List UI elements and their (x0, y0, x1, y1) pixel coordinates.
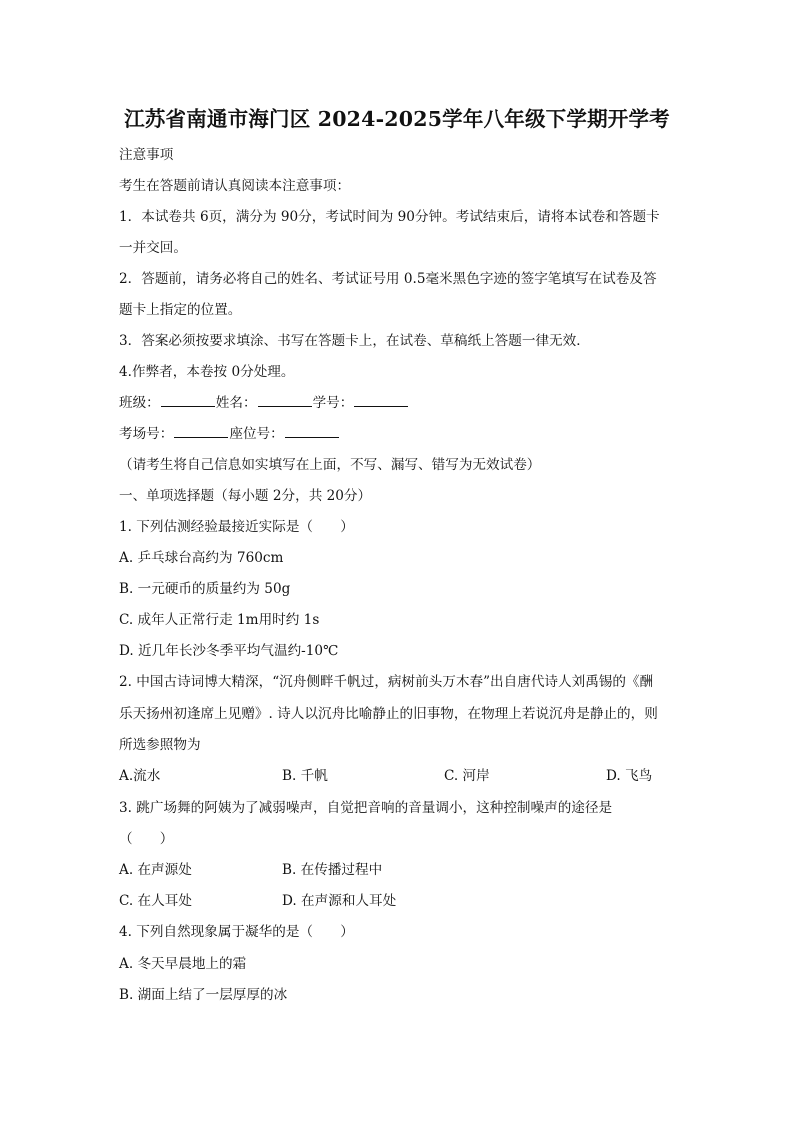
q2-stem-line2: 乐天扬州初逢席上见赠》. 诗人以沉舟比喻静止的旧事物，在物理上若说沉舟是静止的，则 (119, 706, 658, 722)
info-row-1 (119, 393, 409, 413)
q1-option-b: B. 一元硬币的质量约为 50g (119, 581, 291, 597)
room-label: 考场号： (119, 426, 174, 442)
notice-intro: 考生在答题前请认真阅读本注意事项： (119, 178, 351, 194)
name-label: 姓名： (215, 395, 257, 411)
q3-stem-line2: （ ） (119, 831, 174, 847)
room-blank[interactable] (174, 425, 228, 438)
notice-heading: 注意事项 (119, 147, 174, 163)
student-no-label: 学号： (312, 395, 354, 411)
info-reminder: （请考生将自己信息如实填写在上面，不写、漏写、错写为无效试卷） (119, 457, 541, 473)
seat-blank[interactable] (285, 425, 339, 438)
q2-option-d: D. 飞鸟 (606, 768, 653, 784)
q2-stem-line1: 2. 中国古诗词博大精深，“沉舟侧畔千帆过，病树前头万木春”出自唐代诗人刘禹锡的《酬 (119, 674, 654, 690)
exam-title: 江苏省南通市海门区 2024-2025学年八年级下学期开学考 (124, 107, 670, 131)
seat-label: 座位号： (229, 426, 284, 442)
notice-item-3: 3．答案必须按要求填涂、书写在答题卡上，在试卷、草稿纸上答题一律无效． (119, 333, 590, 349)
q2-option-a: A.流水 (119, 768, 161, 784)
q2-option-c: C. 河岸 (444, 768, 490, 784)
q1-stem: 1. 下列估测经验最接近实际是（ ） (119, 519, 354, 535)
student-no-blank[interactable] (354, 394, 408, 407)
q3-option-d: D. 在声源和人耳处 (282, 893, 397, 909)
q1-option-a: A. 乒乓球台高约为 760cm (119, 550, 284, 566)
class-label: 班级： (119, 395, 160, 411)
notice-item-1: 1．本试卷共 6页，满分为 90分，考试时间为 90分钟。考试结束后，请将本试卷和答题卡 (119, 209, 660, 225)
class-blank[interactable] (161, 394, 215, 407)
notice-item-2-cont: 题卡上指定的位置。 (119, 302, 242, 318)
q2-stem-line3: 所选参照物为 (119, 737, 201, 753)
q2-option-b: B. 千帆 (282, 768, 328, 784)
q4-stem: 4. 下列自然现象属于凝华的是（ ） (119, 924, 354, 940)
q4-option-b: B. 湖面上结了一层厚厚的冰 (119, 987, 288, 1003)
q1-option-c: C. 成年人正常行走 1m用时约 1s (119, 612, 320, 628)
q4-option-a: A. 冬天早晨地上的霜 (119, 956, 247, 972)
q3-option-c: C. 在人耳处 (119, 893, 192, 909)
notice-item-2: 2．答题前，请务必将自己的姓名、考试证号用 0.5毫米黑色字迹的签字笔填写在试卷及答 (119, 271, 657, 287)
notice-item-4: 4.作弊者，本卷按 0分处理。 (119, 364, 295, 380)
q3-option-a: A. 在声源处 (119, 862, 192, 878)
q1-option-d: D. 近几年长沙冬季平均气温约-10℃ (119, 643, 339, 659)
section-heading: 一、单项选择题（每小题 2分，共 20分） (119, 488, 372, 504)
q3-stem-line1: 3. 跳广场舞的阿姨为了减弱噪声，自觉把音响的音量调小，这种控制噪声的途径是 (119, 800, 613, 816)
notice-item-1-cont: 一并交回。 (119, 240, 187, 256)
q3-option-b: B. 在传播过程中 (282, 862, 383, 878)
name-blank[interactable] (258, 394, 312, 407)
info-row-2 (119, 424, 340, 444)
